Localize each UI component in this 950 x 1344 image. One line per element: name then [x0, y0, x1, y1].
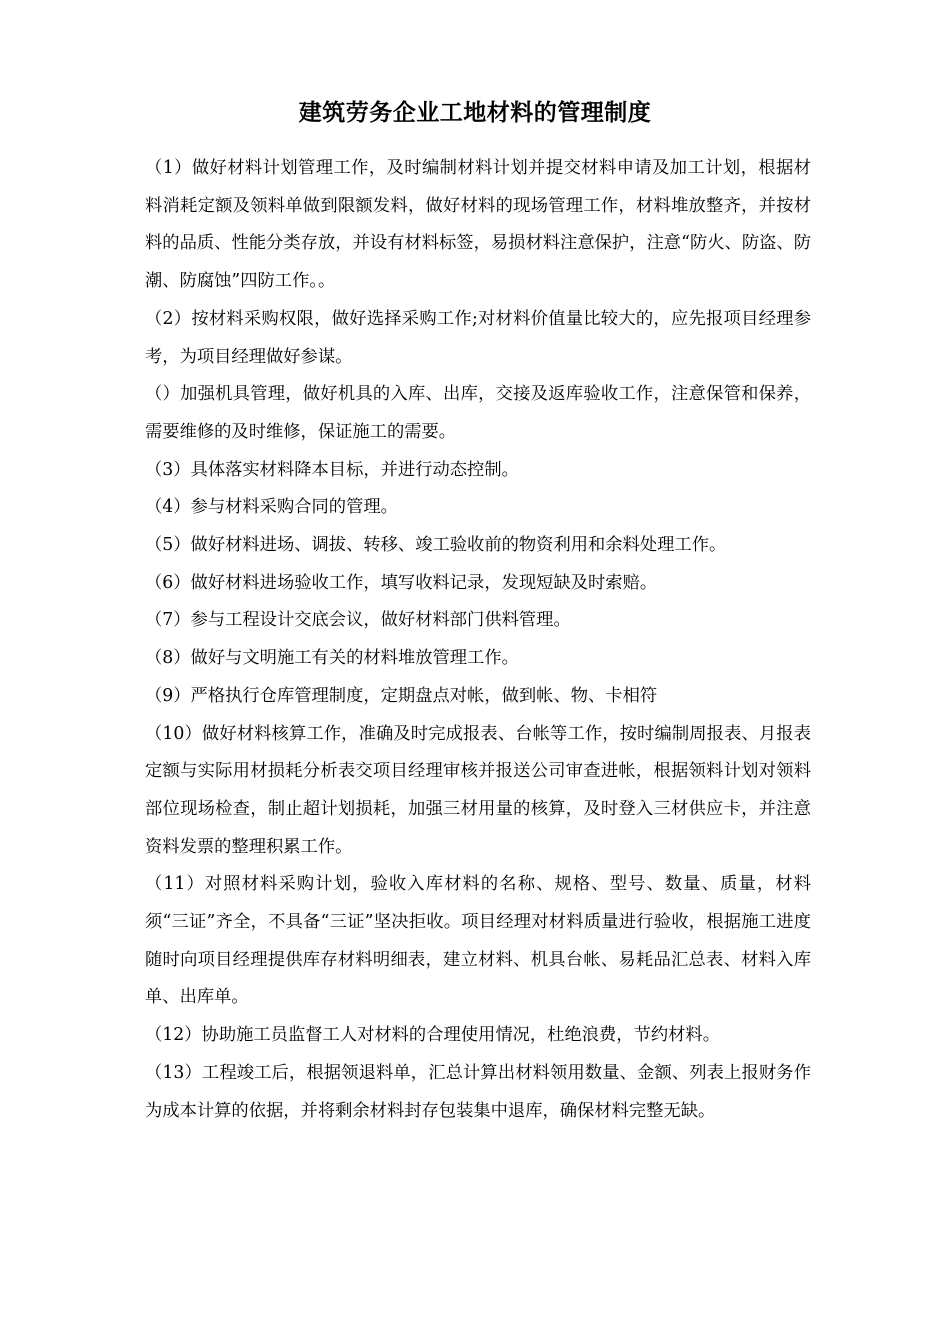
- paragraph: （1）做好材料计划管理工作，及时编制材料计划并提交材料申请及加工计划，根据材料消耗定额及领料单做到限额发料，做好材料的现场管理工作，材料堆放整齐，并按材料的品质、性能分类存放，并设有材料标签，易损材料注意保护，注意“防火、防盗、防潮、防腐蚀”四防工作。。: [145, 158, 811, 292]
- paragraph: （4）参与材料采购合同的管理。: [145, 497, 398, 518]
- paragraph: （8）做好与文明施工有关的材料堆放管理工作。: [145, 648, 519, 669]
- paragraph: （7）参与工程设计交底会议，做好材料部门供料管理。: [145, 610, 571, 631]
- paragraph: （10）做好材料核算工作，准确及时完成报表、台帐等工作，按时编制周报表、月报表定额与实际用材损耗分析表交项目经理审核并报送公司审查进帐，根据领料计划对领料部位现场检查，制止超计划损耗，加强三材用量的核算，及时登入三材供应卡，并注意资料发票的整理积累工作。: [145, 723, 811, 857]
- paragraph: （3）具体落实材料降本目标，并进行动态控制。: [145, 459, 519, 480]
- paragraph: （2）按材料采购权限，做好选择采购工作;对材料价值量比较大的，应先报项目经理参考，为项目经理做好参谋。: [145, 308, 811, 367]
- paragraph: （12）协助施工员监督工人对材料的合理使用情况，杜绝浪费，节约材料。: [145, 1025, 720, 1046]
- paragraph: （13）工程竣工后，根据领退料单，汇总计算出材料领用数量、金额、列表上报财务作为成本计算的依据，并将剩余材料封存包装集中退库，确保材料完整无缺。: [145, 1062, 811, 1121]
- document-title: 建筑劳务企业工地材料的管理制度: [298, 99, 652, 126]
- paragraph: （6）做好材料进场验收工作，填写收料记录，发现短缺及时索赔。: [145, 572, 658, 593]
- paragraph: （5）做好材料进场、调拔、转移、竣工验收前的物资利用和余料处理工作。: [145, 535, 727, 556]
- document-body: [145, 150, 811, 1130]
- paragraph: （）加强机具管理，做好机具的入库、出库，交接及返库验收工作，注意保管和保养，需要维修的及时维修，保证施工的需要。: [145, 384, 811, 442]
- paragraph: （9）严格执行仓库管理制度，定期盘点对帐，做到帐、物、卡相符: [145, 685, 658, 706]
- paragraph: （11）对照材料采购计划，验收入库材料的名称、规格、型号、数量、质量，材料须“三证”齐全，不具备“三证”坚决拒收。项目经理对材料质量进行验收，根据施工进度随时向项目经理提供库存材料明细表，建立材料、机具台帐、易耗品汇总表、材料入库单、出库单。: [145, 874, 811, 1008]
